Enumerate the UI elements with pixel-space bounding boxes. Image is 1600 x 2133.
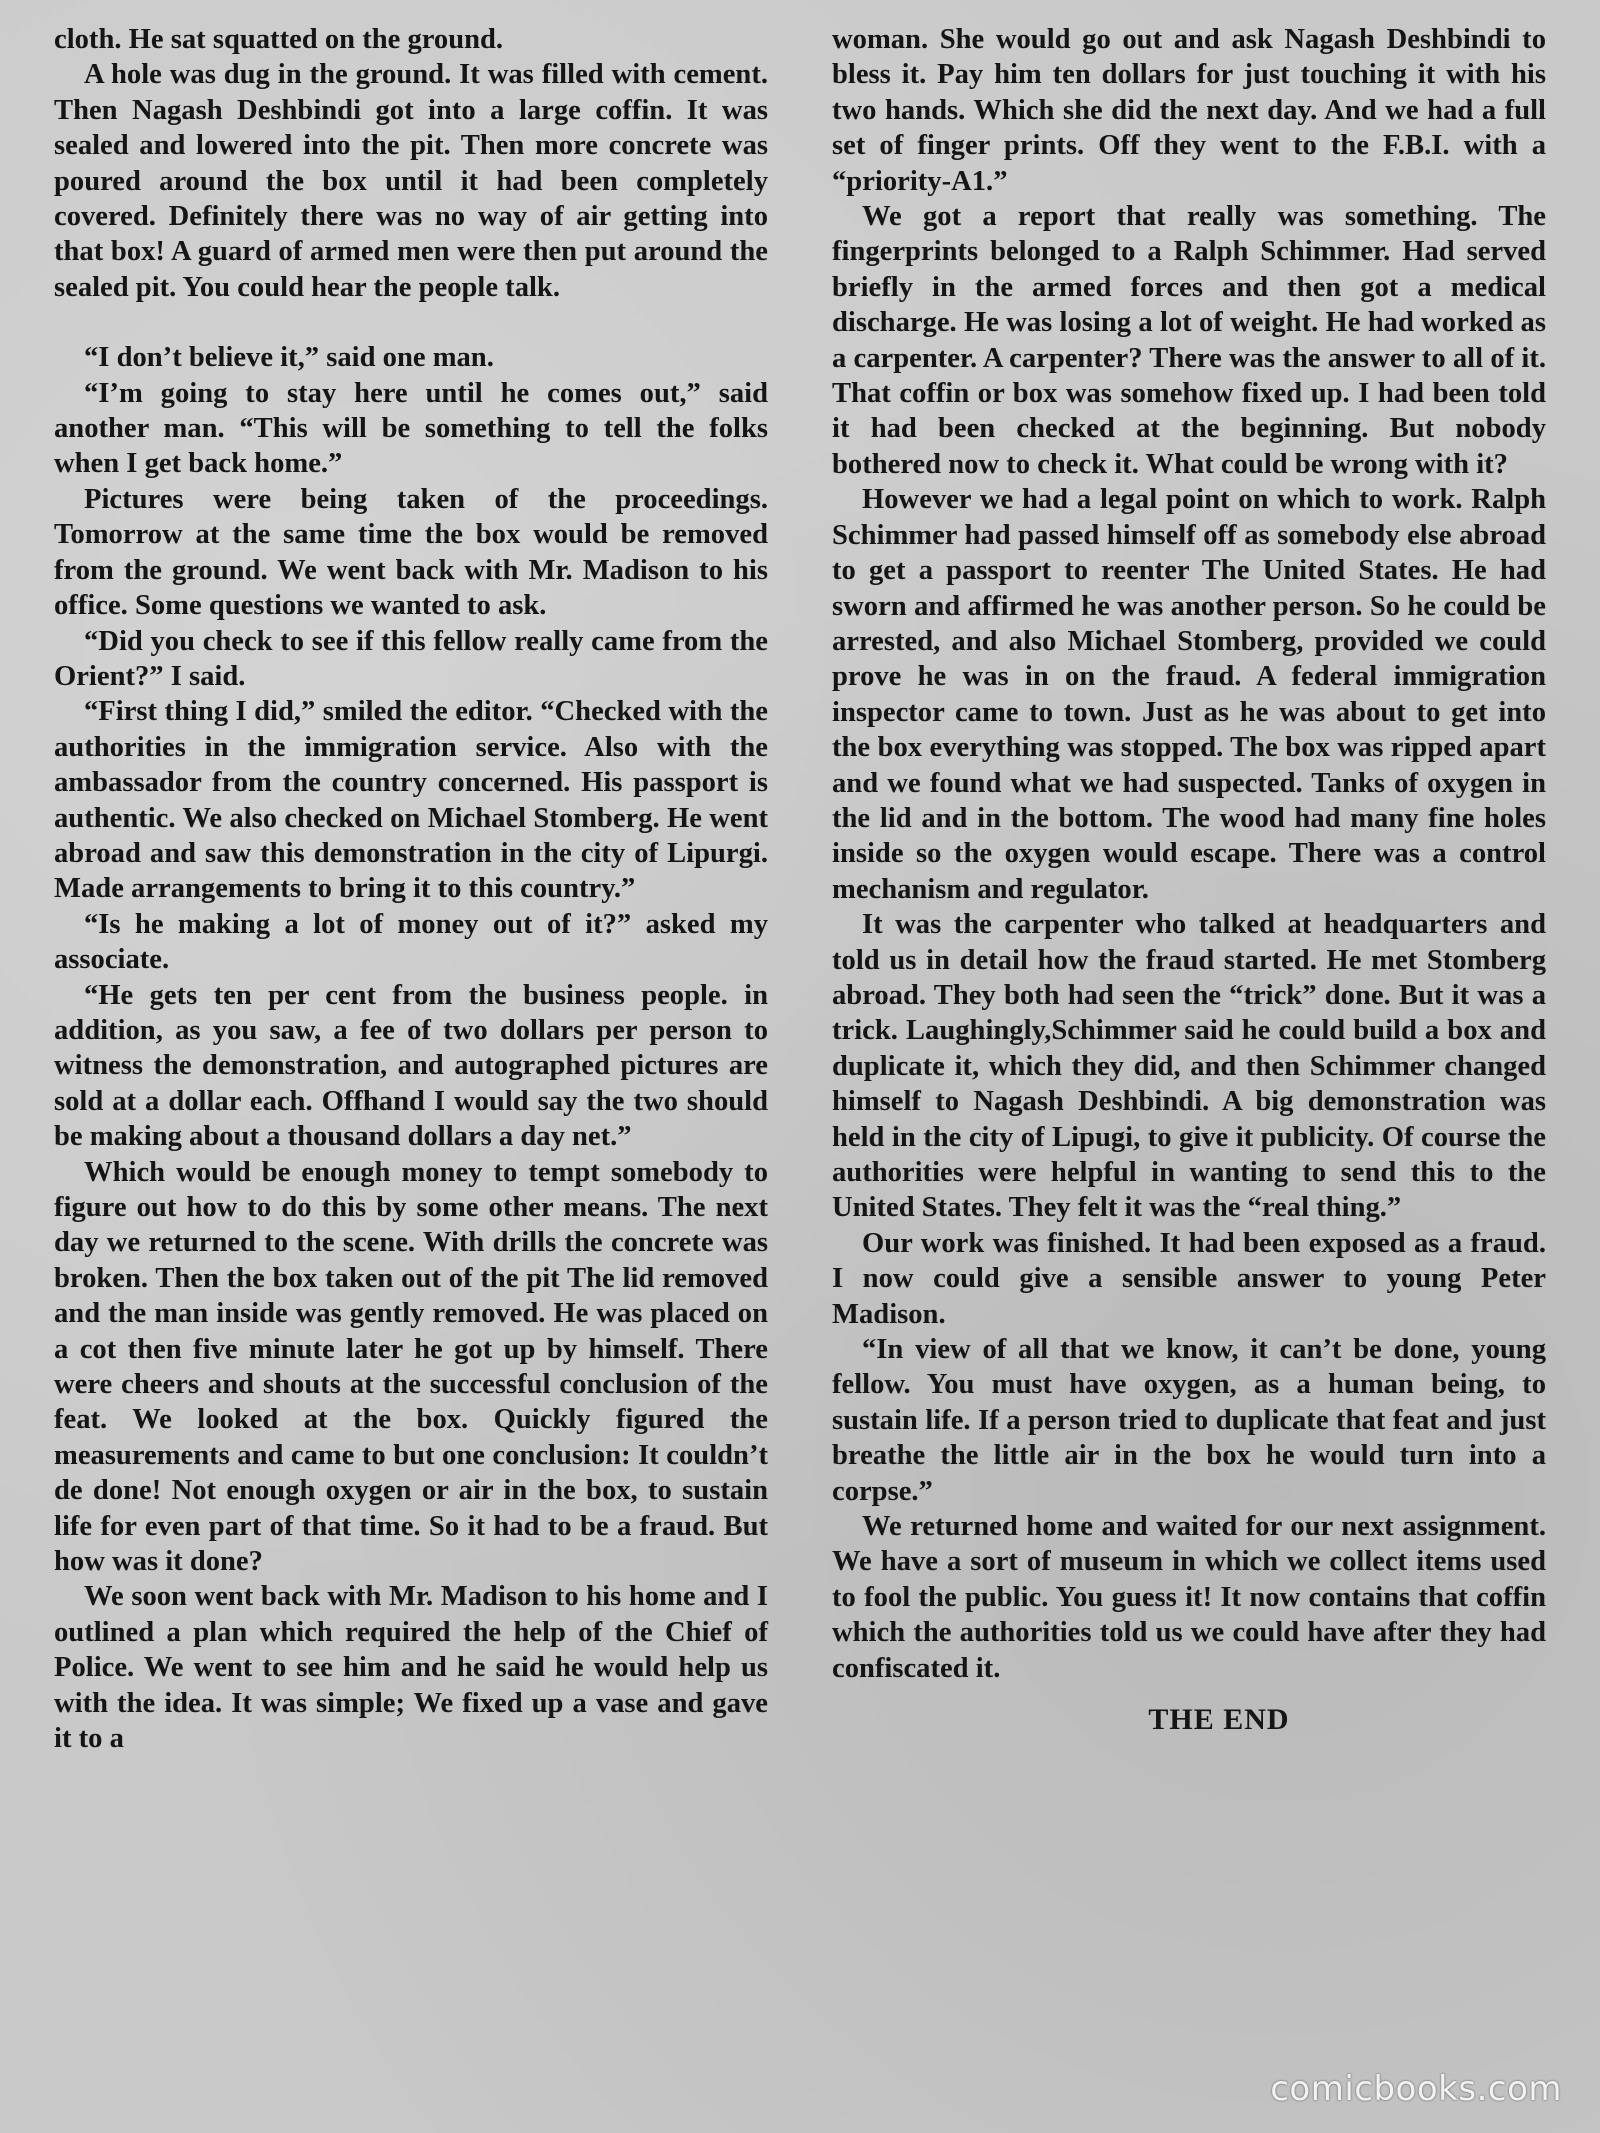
right-column xyxy=(832,22,1546,2082)
paragraph: Which would be enough money to tempt somebody to figure out how to do this by some other means. The next day we returned to the scene. With drills the concrete was broken. Then the box taken out of the pit The lid removed and the man inside was gently removed. He was placed on a cot then five minute later he got up by himself. There were cheers and shouts at the successful conclusion of the feat. We looked at the box. Quickly figured the measurements and came to but one conclusion: It couldn’t de done! Not enough oxygen or air in the box, to sustain life for even part of that time. So it had to be a fraud. But how was it done? xyxy=(54,1156,768,1578)
paragraph: woman. She would go out and ask Nagash Deshbindi to bless it. Pay him ten dollars for just touching it with his two hands. Which she did the next day. And we had a full set of finger prints. Off they went to the F.B.I. with a “priority-A1.” xyxy=(832,24,1546,197)
paragraph: We soon went back with Mr. Madison to his home and I outlined a plan which required the help of the Chief of Police. We went to see him and he said he would help us with the idea. It was simple; We fixed up a vase and gave it to a xyxy=(54,1581,768,1755)
paragraph: Our work was finished. It had been exposed as a fraud. I now could give a sensible answer to young Peter Madison. xyxy=(832,1227,1546,1330)
paragraph: “In view of all that we know, it can’t be done, young fellow. You must have oxygen, as a human being, to sustain life. If a person tried to duplicate that feat and just breathe the little air in the box he would turn into a corpse.” xyxy=(832,1334,1546,1507)
paragraph: “I’m going to stay here until he comes out,” said another man. “This will be something to tell the folks when I get back home.” xyxy=(54,377,768,480)
paragraph: “He gets ten per cent from the business people. in addition, as you saw, a fee of two dollars per person to witness the demonstration, and autographed pictures are sold at a dollar each. Offhand I would say the two should be making about a thousand dollars a day net.” xyxy=(54,979,768,1153)
paragraph: “Is he making a lot of money out of it?” asked my associate. xyxy=(54,908,768,976)
paragraph: “Did you check to see if this fellow really came from the Orient?” I said. xyxy=(54,625,768,692)
the-end-marker: THE END xyxy=(1148,1703,1290,1737)
site-watermark: comicbooks.com xyxy=(1270,2069,1562,2109)
story-page xyxy=(54,22,1546,2082)
paragraph: “I don’t believe it,” said one man. xyxy=(84,342,494,374)
paragraph: We got a report that really was something. The fingerprints belonged to a Ralph Schimmer. Had served briefly in the armed forces and then got a medical discharge. He was losing a lot of weight. He had worked as a carpenter. A carpenter? There was the answer to all of it. That coffin or box was somehow fixed up. I had been told it had been checked at the beginning. But nobody bothered now to check it. What could be wrong with it? xyxy=(832,201,1546,480)
paragraph: “First thing I did,” smiled the editor. “Checked with the authorities in the immigration service. Also with the ambassador from the country concerned. His passport is authentic. We also checked on Michael Stomberg. He went abroad and saw this demonstration in the city of Lipurgi. Made arrangements to bring it to this country.” xyxy=(54,696,768,905)
paragraph: A hole was dug in the ground. It was filled with cement. Then Nagash Deshbindi got into a large coffin. It was sealed and lowered into the pit. Then more concrete was poured around the box until it had been completely covered. Definitely there was no way of air getting into that box! A guard of armed men were then put around the sealed pit. You could hear the people talk. xyxy=(54,59,768,303)
paragraph: It was the carpenter who talked at headquarters and told us in detail how the fraud started. He met Stomberg abroad. They both had seen the “trick” done. But it was a trick. Laughingly,Schimmer said he could build a box and duplicate it, which they did, and then Schimmer changed himself to Nagash Deshbindi. A big demonstration was held in the city of Lipugi, to give it publicity. Of course the authorities were helpful in wanting to send this to the United States. They felt it was the “real thing.” xyxy=(832,909,1546,1224)
paragraph: cloth. He sat squatted on the ground. xyxy=(54,24,504,55)
left-column xyxy=(54,22,768,2082)
paragraph: However we had a legal point on which to work. Ralph Schimmer had passed himself off as somebody else abroad to get a passport to reenter The United States. He had sworn and affirmed he was another person. So he could be arrested, and also Michael Stomberg, provided we could prove he was in on the fraud. A federal immigration inspector came to town. Just as he was about to get into the box everything was stopped. The box was ripped apart and we found what we had suspected. Tanks of oxygen in the lid and in the bottom. The wood had many fine holes inside so the oxygen would escape. There was a control mechanism and regulator. xyxy=(832,484,1546,905)
paragraph: Pictures were being taken of the proceedings. Tomorrow at the same time the box would be removed from the ground. We went back with Mr. Madison to his office. Some questions we wanted to ask. xyxy=(54,483,768,622)
paragraph: We returned home and waited for our next assignment. We have a sort of museum in which we collect items used to fool the public. You guess it! It now contains that coffin which the authorities told us we could have after they had confiscated it. xyxy=(832,1511,1546,1684)
